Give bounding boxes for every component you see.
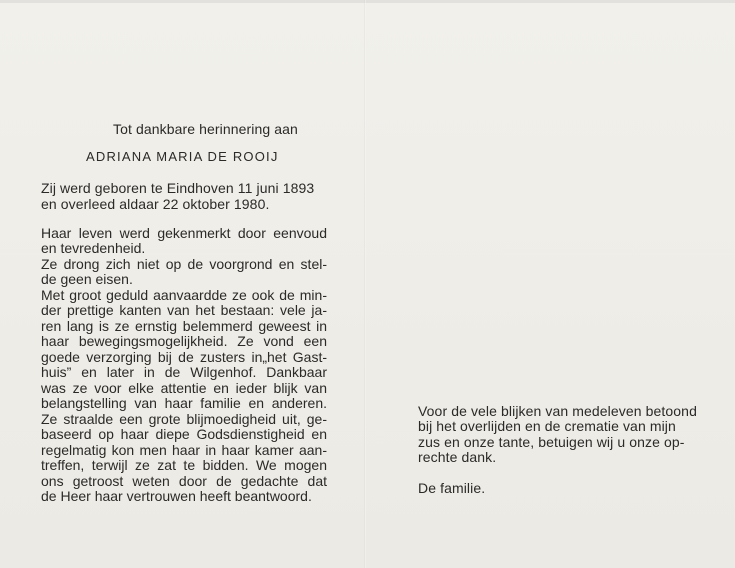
body-line: de Heer haar vertrouwen heeft beantwoord.	[41, 488, 312, 504]
body-line: ren lang is ze ernstig belemmerd geweest in	[41, 318, 327, 334]
body-line: was ze voor elke attentie en ieder blijk van	[41, 380, 327, 396]
body-line: huis” en later in de Wilgenhof. Dankbaar	[41, 364, 327, 380]
body-line: Ze drong zich niet op de voorgrond en stel-	[41, 256, 327, 272]
thanks-line: rechte dank.	[418, 449, 497, 465]
signature: De familie.	[418, 480, 486, 496]
birth-line: Zij werd geboren te Eindhoven 11 juni 1893	[41, 180, 315, 196]
card-fold-line	[364, 0, 366, 568]
death-line: en overleed aldaar 22 oktober 1980.	[41, 196, 270, 212]
body-line: Haar leven werd gekenmerkt door eenvoud	[41, 225, 327, 241]
body-line: treffen, terwijl ze zat te bidden. We mogen	[41, 457, 327, 473]
body-line: baseerd op haar diepe Godsdienstigheid en	[41, 426, 327, 442]
body-line: regelmatig kon men haar in haar kamer aan-	[41, 442, 327, 458]
body-line: ons getroost weten door de gedachte dat	[41, 473, 327, 489]
deceased-name: ADRIANA MARIA DE ROOIJ	[86, 149, 279, 164]
intro-text: Tot dankbare herinnering aan	[113, 121, 298, 137]
card-top-edge	[0, 0, 735, 3]
body-line: Ze straalde een grote blijmoedigheid uit, ge-	[41, 411, 327, 427]
thanks-line: Voor de vele blijken van medeleven betoond	[418, 403, 697, 419]
body-line: de geen eisen.	[41, 271, 133, 287]
body-line: der prettige kanten van het bestaan: vele ja-	[41, 302, 327, 318]
thanks-line: zus en onze tante, betuigen wij u onze op-	[418, 434, 685, 450]
body-line: haar bewegingsmogelijkheid. Ze vond een	[41, 333, 327, 349]
body-line: en tevredenheid.	[41, 240, 146, 256]
body-line: goede verzorging bij de zusters in„het Gast-	[41, 349, 327, 365]
body-line: Met groot geduld aanvaardde ze ook de min-	[41, 287, 327, 303]
thanks-line: bij het overlijden en de crematie van mijn	[418, 418, 676, 434]
body-line: belangstelling van haar familie en anderen.	[41, 395, 327, 411]
